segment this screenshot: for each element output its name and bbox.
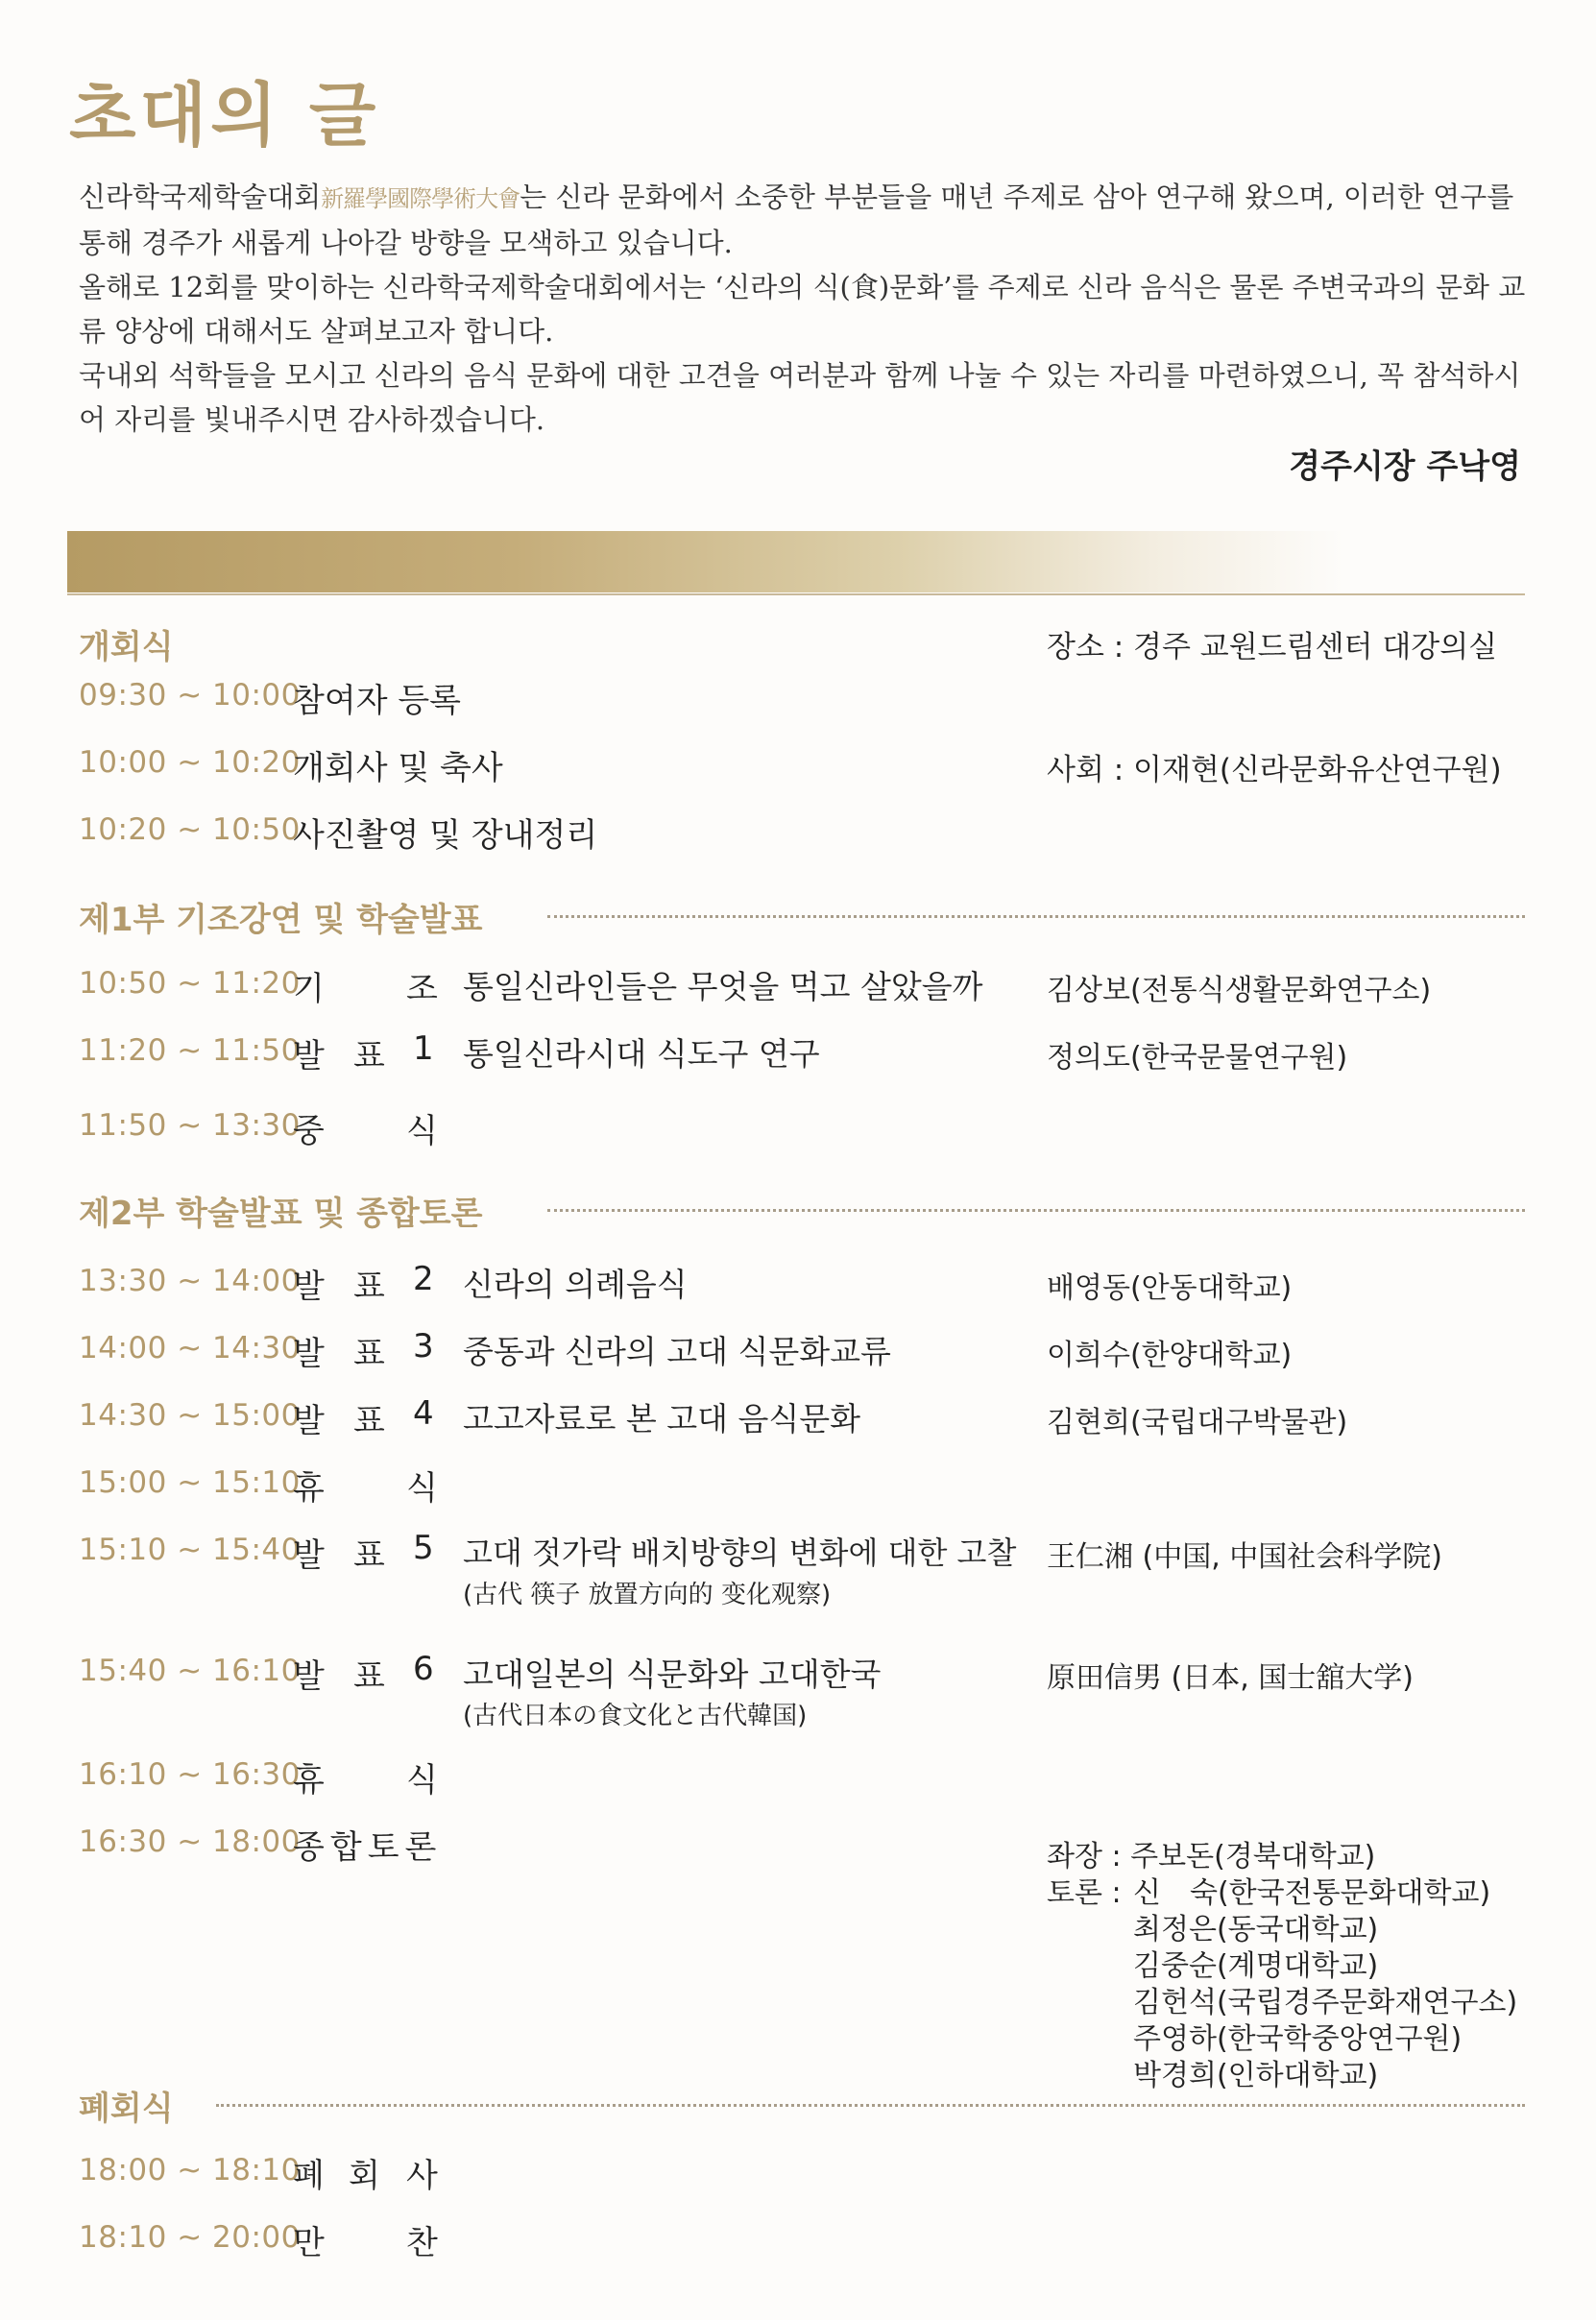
- session-kind: 표: [353, 1037, 385, 1075]
- session-kind: 발: [293, 1657, 325, 1696]
- part1-title: 제1부 기조강연 및 학술발표: [79, 901, 483, 939]
- discussion-panel-label: 토론 :: [1047, 1876, 1122, 1910]
- discussant: 최정은(동국대학교): [1133, 1913, 1379, 1946]
- session-speaker: 정의도(한국문물연구원): [1047, 1041, 1348, 1075]
- schedule-time: 13:30 ~ 14:00: [79, 1264, 301, 1298]
- page-title: 초대의 글: [69, 74, 380, 156]
- schedule-time: 10:00 ~ 10:20: [79, 745, 301, 780]
- schedule-time: 10:50 ~ 11:20: [79, 966, 301, 1001]
- schedule-label: 개회사 및 축사: [293, 749, 503, 787]
- session-kind: 발: [293, 1037, 325, 1075]
- session-topic: 통일신라시대 식도구 연구: [463, 1035, 820, 1073]
- schedule-time: 15:10 ~ 15:40: [79, 1533, 301, 1567]
- session-topic: 중동과 신라의 고대 식문화교류: [463, 1333, 891, 1370]
- intro-paragraph-1: 신라학국제학술대회新羅學國際學術大會는 신라 문화에서 소중한 부분들을 매년 주제로 삼아 연구해 왔으며, 이러한 연구를 통해 경주가 새롭게 나아갈 방향을 모색하고 있습니다.: [79, 181, 1514, 259]
- session-kind: 표: [353, 1402, 385, 1440]
- session-kind: 식: [406, 1469, 438, 1508]
- schedule-time: 15:40 ~ 16:10: [79, 1654, 301, 1688]
- intro-hanja-name: 新羅學國際學術大會: [321, 185, 520, 212]
- session-kind: 휴: [293, 1761, 325, 1800]
- session-kind: 폐: [293, 2157, 325, 2195]
- schedule-time: 10:20 ~ 10:50: [79, 812, 301, 847]
- session-kind: 조: [406, 970, 438, 1008]
- session-kind: 표: [353, 1536, 385, 1575]
- session-kind: 사: [406, 2157, 438, 2195]
- session-kind: 발: [293, 1335, 325, 1373]
- schedule-label: 참여자 등록: [293, 682, 462, 720]
- session-topic: 통일신라인들은 무엇을 먹고 살았을까: [463, 968, 983, 1005]
- schedule-time: 11:20 ~ 11:50: [79, 1033, 301, 1068]
- opening-mc: 사회 : 이재현(신라문화유산연구원): [1047, 753, 1502, 787]
- schedule-label: 사진촬영 및 장내정리: [293, 816, 598, 855]
- session-kind: 식: [406, 1112, 438, 1150]
- session-number: 3: [413, 1327, 434, 1365]
- session-number: 2: [413, 1260, 434, 1298]
- intro-paragraph-3: 국내외 석학들을 모시고 신라의 음식 문화에 대한 고견을 여러분과 함께 나눌 수 있는 자리를 마련하였으니, 꼭 참석하시어 자리를 빛내주시면 감사하겠습니다.: [79, 359, 1521, 436]
- session-topic: 고대 젓가락 배치방향의 변화에 대한 고찰: [463, 1535, 1017, 1571]
- session-speaker: 原田信男 (日本, 国士舘大学): [1047, 1661, 1415, 1695]
- discussion-label: 종합토론: [293, 1828, 443, 1867]
- session-speaker: 이희수(한양대학교): [1047, 1339, 1293, 1372]
- session-topic: 신라의 의례음식: [463, 1266, 688, 1303]
- session-subtitle: (古代日本の食文化と古代韓国): [463, 1702, 808, 1730]
- session-topic: 고대일본의 식문화와 고대한국: [463, 1655, 882, 1693]
- schedule-time: 18:00 ~ 18:10: [79, 2153, 301, 2187]
- session-kind: 표: [353, 1657, 385, 1696]
- schedule-time: 16:10 ~ 16:30: [79, 1757, 301, 1792]
- schedule-time: 16:30 ~ 18:00: [79, 1825, 301, 1859]
- dotted-leader: [547, 1209, 1525, 1212]
- dotted-leader: [547, 915, 1525, 918]
- session-kind: 발: [293, 1402, 325, 1440]
- intro-paragraph-2: 올해로 12회를 맞이하는 신라학국제학술대회에서는 ‘신라의 식(食)문화’를 주제로 신라 음식은 물론 주변국과의 문화 교류 양상에 대해서도 살펴보고자 합니다.: [79, 271, 1526, 348]
- session-number: 4: [413, 1394, 434, 1433]
- gold-banner: [67, 531, 1344, 592]
- session-kind: 휴: [293, 1469, 325, 1508]
- session-kind: 표: [353, 1268, 385, 1306]
- session-subtitle: (古代 筷子 放置方向的 变化观察): [463, 1581, 832, 1609]
- invitation-text: [79, 175, 1529, 442]
- session-topic: 고고자료로 본 고대 음식문화: [463, 1400, 861, 1438]
- session-speaker: 王仁湘 (中国, 中国社会科学院): [1047, 1540, 1443, 1574]
- session-speaker: 김상보(전통식생활문화연구소): [1047, 974, 1432, 1007]
- discussant: 신 숙(한국전통문화대학교): [1133, 1876, 1491, 1910]
- session-number: 5: [413, 1529, 434, 1567]
- discussant: 김중순(계명대학교): [1133, 1949, 1379, 1983]
- signature: 경주시장 주낙영: [1289, 447, 1521, 486]
- schedule-time: 09:30 ~ 10:00: [79, 678, 301, 713]
- closing-title: 폐회식: [79, 2090, 174, 2128]
- session-kind: 표: [353, 1335, 385, 1373]
- session-kind: 발: [293, 1536, 325, 1575]
- session-speaker: 김현희(국립대구박물관): [1047, 1406, 1348, 1439]
- schedule-time: 14:30 ~ 15:00: [79, 1398, 301, 1433]
- session-kind: 발: [293, 1268, 325, 1306]
- schedule-time: 18:10 ~ 20:00: [79, 2220, 301, 2255]
- session-number: 1: [413, 1029, 434, 1068]
- discussion-chair: 좌장 : 주보돈(경북대학교): [1047, 1840, 1376, 1873]
- opening-title: 개회식: [79, 628, 174, 666]
- schedule-time: 14:00 ~ 14:30: [79, 1331, 301, 1365]
- session-kind: 기: [293, 970, 325, 1008]
- session-kind: 회: [349, 2157, 380, 2195]
- discussant: 박경희(인하대학교): [1133, 2059, 1379, 2092]
- opening-venue: 장소 : 경주 교원드림센터 대강의실: [1047, 630, 1498, 665]
- part2-title: 제2부 학술발표 및 종합토론: [79, 1195, 483, 1233]
- session-kind: 찬: [406, 2224, 438, 2262]
- session-kind: 만: [293, 2224, 325, 2262]
- discussant: 김헌석(국립경주문화재연구소): [1133, 1986, 1518, 2019]
- dotted-leader: [216, 2104, 1525, 2107]
- session-kind: 중: [293, 1112, 325, 1150]
- session-kind: 식: [406, 1761, 438, 1800]
- discussant: 주영하(한국학중앙연구원): [1133, 2022, 1463, 2056]
- session-speaker: 배영동(안동대학교): [1047, 1271, 1293, 1305]
- section-divider: [67, 593, 1525, 595]
- schedule-time: 11:50 ~ 13:30: [79, 1108, 301, 1143]
- schedule-time: 15:00 ~ 15:10: [79, 1465, 301, 1500]
- session-number: 6: [413, 1650, 434, 1688]
